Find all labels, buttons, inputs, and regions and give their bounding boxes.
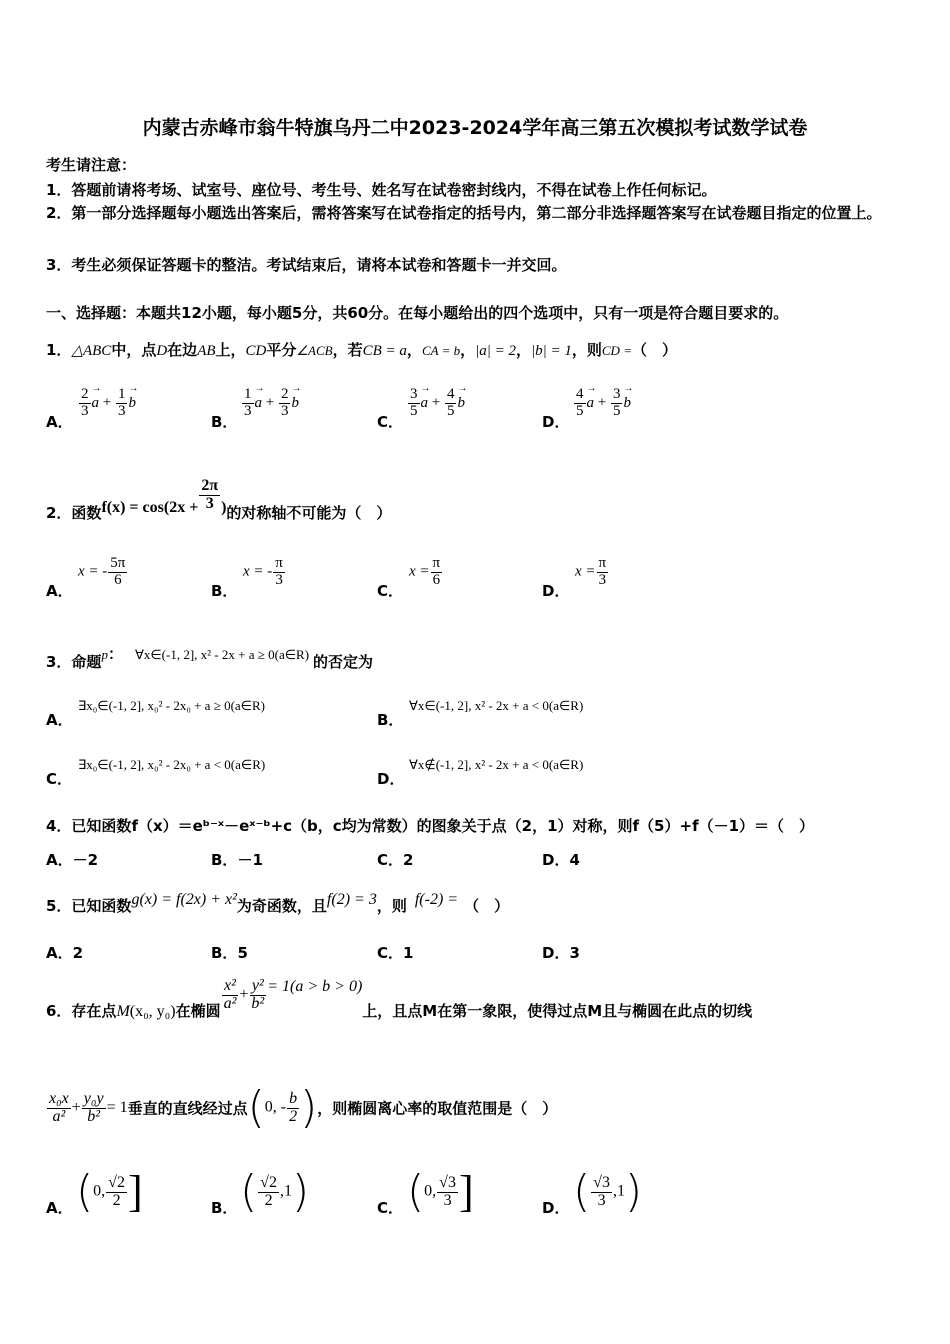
q2-option-a: x = - $\frac{5\pi}{6}$ xyxy=(78,555,126,588)
question-5: 5．已知函数g(x) = f(2x) + x²为奇函数，且f(2) = 3，则 f(-2) = （ ） xyxy=(46,891,510,915)
q6-option-b: ( $\frac{√2}{2}$ ,1) xyxy=(240,1166,310,1217)
math-point-m: (x₀, y₀) xyxy=(129,1003,176,1020)
question-2: 2．函数f(x) = cos(2x + $\frac{2\pi}{3}$ )的对称轴不可能为（ ） xyxy=(46,477,392,522)
q1-option-d-label: D． xyxy=(542,413,570,431)
q1-option-a-label: A． xyxy=(46,413,73,431)
math-triangle-abc: △ABC xyxy=(71,343,112,359)
q2-option-c-label: C． xyxy=(377,582,404,600)
math-cd-query: CD = xyxy=(601,343,632,358)
notice-item-3: 3．考生必须保证答题卡的整洁。考试结束后，请将本试卷和答题卡一并交回。 xyxy=(46,256,567,274)
q2-option-c: x = $\frac{\pi}{6}$ xyxy=(409,555,441,588)
question-6-line-2: $\frac{\text{x₀x}}{\text{a²}}$ + $\frac{\text{y₀y}}{\text{b²}}$ = 1垂直的直线经过点(0, - $\frac{b}{2}$ )，则椭圆离心率的取值范围是（ ） xyxy=(46,1086,557,1130)
q5-option-c: C．1 xyxy=(377,944,414,962)
math-point-b2: (0, - $\frac{b}{2}$ ) xyxy=(247,1082,318,1133)
q3-option-b: ∀x∈(-1, 2], x² - 2x + a < 0(a∈R) xyxy=(409,698,584,713)
notice-item-1: 1．答题前请将考场、试室号、座位号、考生号、姓名写在试卷密封线内，不得在试卷上作任何标记。 xyxy=(46,181,717,199)
q5-option-d: D．3 xyxy=(542,944,580,962)
q6-option-c: (0, $\frac{√3}{3}$ ] xyxy=(407,1166,474,1217)
page-title: 内蒙古赤峰市翁牛特旗乌丹二中2023-2024学年高三第五次模拟考试数学试卷 xyxy=(142,117,808,139)
q4-option-b: B．－1 xyxy=(211,851,263,869)
q2-option-a-label: A． xyxy=(46,582,73,600)
q6-option-d: ( $\frac{√3}{3}$ ,1) xyxy=(573,1166,643,1217)
math-f2: f(2) = 3 xyxy=(326,891,377,908)
math-angle-acb: ∠ACB xyxy=(296,343,333,358)
q3-option-c-label: C． xyxy=(46,770,73,788)
math-abs-b: |b| = 1 xyxy=(531,343,572,359)
math-cd: CD xyxy=(245,343,267,359)
math-f-neg2: f(-2) = xyxy=(414,891,459,908)
q6-option-a: (0, $\frac{√2}{2}$ ] xyxy=(76,1166,143,1217)
q1-option-c-label: C． xyxy=(377,413,404,431)
math-ca-eq-b: CA = b xyxy=(421,343,461,358)
q5-option-a: A．2 xyxy=(46,944,84,962)
math-abs-a: |a| = 2 xyxy=(475,343,516,359)
q1-option-d: $\frac{4}{5}$ → a + $\frac{3}{5}$ → b xyxy=(573,387,631,420)
q4-option-a: A．－2 xyxy=(46,851,99,869)
q6-option-a-label: A． xyxy=(46,1199,73,1217)
q6-option-c-label: C． xyxy=(377,1199,404,1217)
question-1: 1．△ABC中，点D在边AB上，CD平分∠ACB，若CB = a，CA = b，|a| = 2，|b| = 1，则CD =（ ） xyxy=(46,341,677,359)
q3-option-a: ∃x₀∈(-1, 2], x₀² - 2x₀ + a ≥ 0(a∈R) xyxy=(78,698,266,713)
q1-option-b-label: B． xyxy=(211,413,238,431)
notice-heading: 考生请注意： xyxy=(46,156,137,174)
math-proposition: ∀x∈(-1, 2], x² - 2x + a ≥ 0(a∈R) xyxy=(134,647,310,662)
math-point-d: D xyxy=(156,343,168,359)
q4-option-c: C．2 xyxy=(377,851,414,869)
q6-option-d-label: D． xyxy=(542,1199,570,1217)
notice-item-2: 2．第一部分选择题每小题选出答案后，需将答案写在试卷指定的括号内，第二部分非选择题答案写在试卷题目指定的位置上。 xyxy=(46,204,882,222)
q3-option-b-label: B． xyxy=(377,711,404,729)
section-heading: 一、选择题：本题共12小题，每小题5分，共60分。在每小题给出的四个选项中，只有一项是符合题目要求的。 xyxy=(46,304,789,322)
math-function-g: g(x) = f(2x) + x² xyxy=(131,891,237,908)
q2-option-d-label: D． xyxy=(542,582,570,600)
q4-option-d: D．4 xyxy=(542,851,580,869)
math-side-ab: AB xyxy=(197,343,216,359)
question-3: 3．命题p： ∀x∈(-1, 2], x² - 2x + a ≥ 0(a∈R) 的否定为 xyxy=(46,645,374,671)
q2-option-d: x = $\frac{\pi}{3}$ xyxy=(575,555,607,588)
q1-option-c: $\frac{3}{5}$ → a + $\frac{4}{5}$ → b xyxy=(407,387,465,420)
question-4: 4．已知函数f（x）＝eᵇ⁻ˣ－eˣ⁻ᵇ+c（b，c均为常数）的图象关于点（2，1）对称，则f（5）+f（－1）＝（ ） xyxy=(46,817,815,835)
q3-option-d-label: D． xyxy=(377,770,405,788)
math-ellipse: $\frac{\text{x²}}{\text{a²}}$ + $\frac{\text{y²}}{\text{b²}}$ = 1(a > b > 0) xyxy=(223,977,363,1012)
q5-option-b: B．5 xyxy=(211,944,248,962)
q3-option-a-label: A． xyxy=(46,711,73,729)
q1-option-b: $\frac{1}{3}$ → a + $\frac{2}{3}$ → b xyxy=(241,387,299,420)
math-tangent: $\frac{\text{x₀x}}{\text{a²}}$ + $\frac{\text{y₀y}}{\text{b²}}$ = 1 xyxy=(49,1089,128,1125)
q3-option-c: ∃x₀∈(-1, 2], x₀² - 2x₀ + a < 0(a∈R) xyxy=(78,757,266,772)
q2-option-b-label: B． xyxy=(211,582,238,600)
math-cb-eq-a: CB = a xyxy=(362,343,407,359)
q1-option-a: $\frac{2}{3}$ → a + $\frac{1}{3}$ → b xyxy=(78,387,136,420)
math-function-f: f(x) = cos(2x + xyxy=(101,498,199,516)
q3-option-d: ∀x∉(-1, 2], x² - 2x + a < 0(a∈R) xyxy=(409,757,584,772)
q6-option-b-label: B． xyxy=(211,1199,238,1217)
question-6-line-1: 6．存在点M(x₀, y₀)在椭圆 $\frac{\text{x²}}{\text{a²}}$ + $\frac{\text{y²}}{\text{b²}}$ = 1(a > b > 0)上，且点M在第一象限，使得过点M且与椭圆在此点的切线 xyxy=(46,977,753,1020)
q2-option-b: x = - $\frac{\pi}{3}$ xyxy=(243,555,283,588)
